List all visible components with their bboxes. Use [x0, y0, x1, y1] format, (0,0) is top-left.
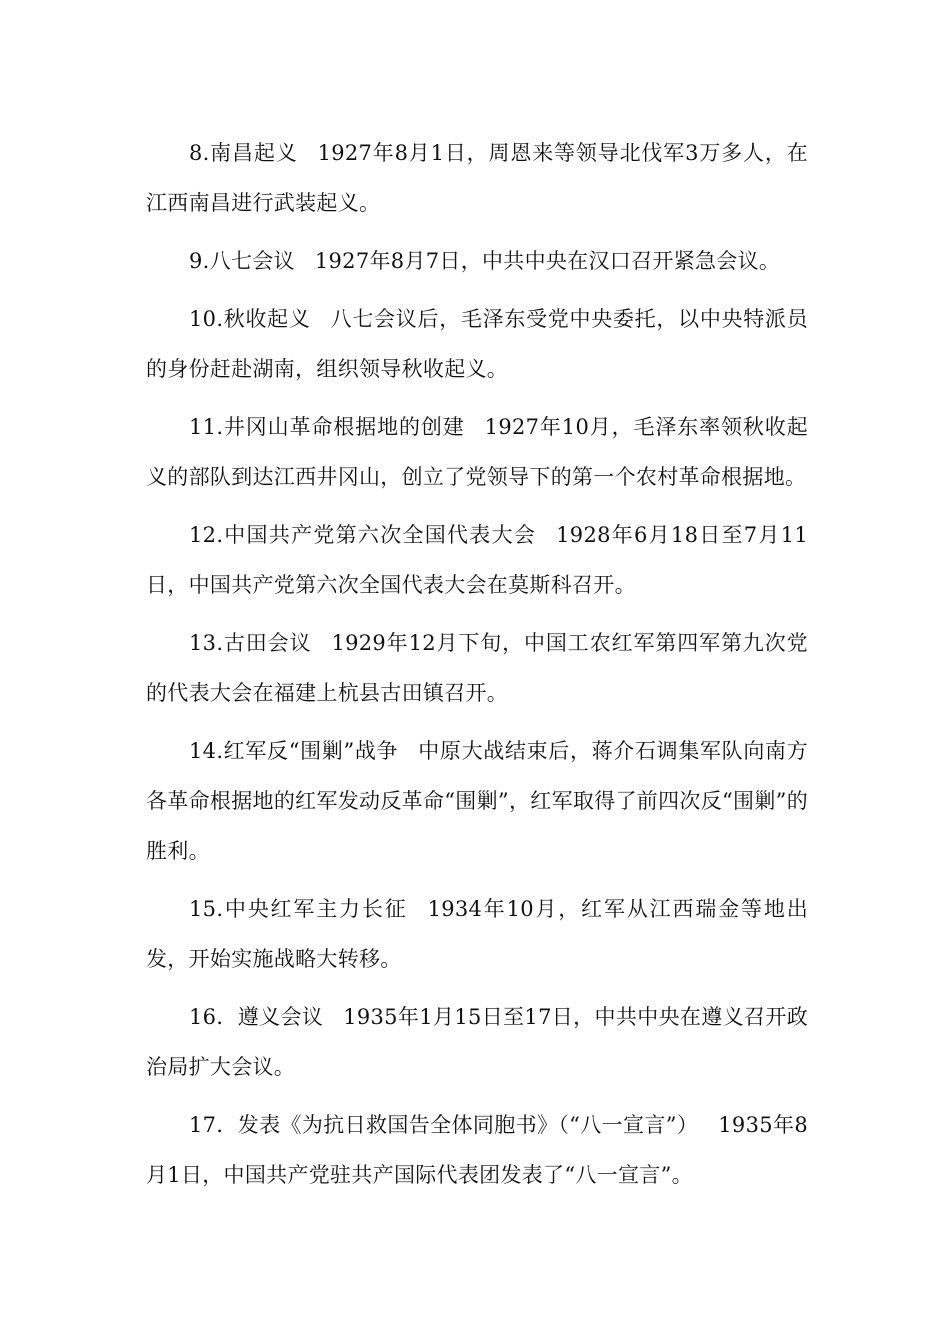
entry-body: 1927年10月，毛泽东率领秋收起义的部队到达江西井冈山，创立了党领导下的第一个农村革命根据地。 — [146, 415, 808, 489]
entry-term: 中央红军主力长征 — [223, 897, 408, 921]
entry-term: 井冈山革命根据地的创建 — [223, 415, 465, 439]
entry-body: 1934年10月，红军从江西瑞金等地出发，开始实施战略大转移。 — [146, 897, 808, 971]
entry-body: 中原大战结束后，蒋介石调集军队向南方各革命根据地的红军发动反革命“围剿”，红军取得了前四次反“围剿”的胜利。 — [146, 739, 808, 863]
entry-number: 14. — [189, 739, 224, 763]
entry-term: 中国共产党第六次全国代表大会 — [223, 523, 537, 547]
entry-term: 古田会议 — [223, 631, 312, 655]
entry-number: 12. — [189, 523, 224, 547]
entry-8 — [146, 128, 808, 228]
entry-body: 1928年6月18日至7月11日，中国共产党第六次全国代表大会在莫斯科召开。 — [146, 523, 808, 597]
entry-number: 15. — [189, 897, 224, 921]
entry-body: 1927年8月1日，周恩来等领导北伐军3万多人，在江西南昌进行武装起义。 — [146, 141, 808, 215]
entry-14 — [146, 726, 808, 876]
entry-body: 1929年12月下旬，中国工农红军第四军第九次党的代表大会在福建上杭县古田镇召开。 — [146, 631, 808, 705]
entry-16 — [146, 992, 808, 1092]
document-content — [146, 128, 808, 1208]
entry-number: 11. — [189, 415, 224, 439]
entry-number: 8. — [189, 141, 210, 165]
entry-body: 1935年1月15日至17日，中共中央在遵义召开政治局扩大会议。 — [146, 1005, 809, 1079]
entry-body: 1935年8月1日，中国共产党驻共产国际代表团发表了“八一宣言”。 — [146, 1113, 808, 1187]
entry-number: 10. — [189, 307, 224, 331]
entry-11 — [146, 402, 808, 502]
entry-term: 秋收起义 — [223, 307, 311, 331]
entry-term: 遵义会议 — [237, 1005, 324, 1029]
entry-number: 16． — [189, 1005, 238, 1029]
entry-term: 发表《为抗日救国告全体同胞书》（“八一宣言”） — [237, 1113, 699, 1137]
entry-number: 9. — [189, 249, 210, 273]
entry-10 — [146, 294, 808, 394]
entry-term: 八七会议 — [209, 249, 295, 273]
entry-body: 八七会议后，毛泽东受党中央委托，以中央特派员的身份赶赴湖南，组织领导秋收起义。 — [146, 307, 808, 381]
entry-13 — [146, 618, 808, 718]
entry-number: 13. — [189, 631, 224, 655]
entry-body: 1927年8月7日，中共中央在汉口召开紧急会议。 — [314, 249, 781, 273]
entry-9 — [146, 236, 808, 286]
entry-15 — [146, 884, 808, 984]
entry-term: 红军反“围剿”战争 — [223, 739, 399, 763]
entry-12 — [146, 510, 808, 610]
entry-17 — [146, 1100, 808, 1200]
entry-term: 南昌起义 — [209, 141, 298, 165]
entry-number: 17． — [189, 1113, 238, 1137]
